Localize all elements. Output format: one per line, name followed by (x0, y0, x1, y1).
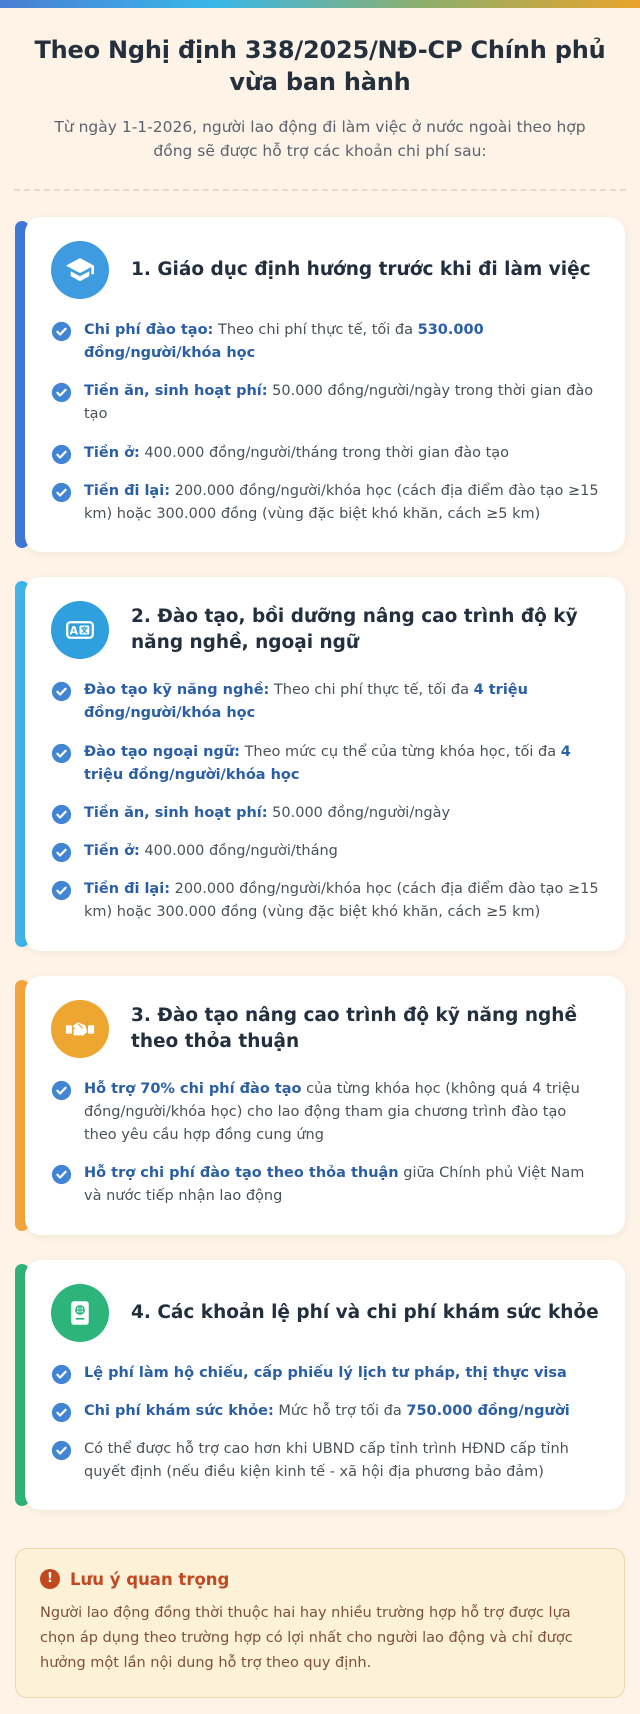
card-header (51, 1000, 601, 1058)
important-notice-box (15, 1548, 625, 1698)
check-icon (51, 743, 72, 764)
card-header (51, 241, 601, 299)
list-item (51, 442, 601, 465)
check-icon (51, 1402, 72, 1423)
list-item (51, 802, 601, 825)
check-icon (51, 1164, 72, 1185)
item-text: Tiền ở: 400.000 đồng/người/tháng (84, 843, 338, 860)
exclamation-icon: ! (40, 1569, 60, 1589)
list-item (51, 1400, 601, 1423)
item-text: Hỗ trợ 70% chi phí đào tạo của từng khóa học (không quá 4 triệu đồng/người/khóa học) cho lao động tham gia chương trình đào tạo theo yêu cầu hợp đồng cung ứng (84, 1080, 580, 1143)
top-gradient-bar (0, 0, 640, 8)
list-item (51, 679, 601, 725)
list-item (51, 1162, 601, 1208)
card-title: 2. Đào tạo, bồi dưỡng nâng cao trình độ kỹ năng nghề, ngoại ngữ (131, 606, 578, 654)
passport-icon (51, 1284, 109, 1342)
item-text: Tiền đi lại: 200.000 đồng/người/khóa học (cách địa điểm đào tạo ≥15 km) hoặc 300.000 đồng (vùng đặc biệt khó khăn, cách ≥5 km) (84, 482, 599, 522)
check-icon (51, 482, 72, 503)
check-icon (51, 444, 72, 465)
check-icon (51, 804, 72, 825)
item-text: Có thể được hỗ trợ cao hơn khi UBND cấp tỉnh trình HĐND cấp tỉnh quyết định (nếu điều kiện kinh tế - xã hội địa phương bảo đảm) (84, 1440, 569, 1481)
check-icon (51, 880, 72, 901)
card-4 (15, 1260, 625, 1511)
card-title: 4. Các khoản lệ phí và chi phí khám sức khỏe (131, 1301, 599, 1323)
card-header (51, 1284, 601, 1342)
list-item (51, 741, 601, 787)
check-icon (51, 382, 72, 403)
check-icon (51, 1364, 72, 1385)
list-item (51, 319, 601, 365)
item-text: Tiền ăn, sinh hoạt phí: 50.000 đồng/người/ngày trong thời gian đào tạo (84, 383, 594, 423)
card-body (25, 976, 625, 1235)
list-item (51, 1362, 601, 1385)
page-subtitle: Từ ngày 1-1-2026, người lao động đi làm việc ở nước ngoài theo hợp đồng sẽ được hỗ trợ các khoản chi phí sau: (54, 117, 586, 160)
card-3 (15, 976, 625, 1235)
card-body (25, 577, 625, 951)
item-text: Tiền ở: 400.000 đồng/người/tháng trong thời gian đào tạo (84, 444, 510, 461)
notice-header (40, 1569, 600, 1589)
translate-icon (51, 601, 109, 659)
graduation-cap-icon (51, 241, 109, 299)
card-item-list (51, 679, 601, 925)
check-icon (51, 1440, 72, 1461)
list-item (51, 840, 601, 863)
card-title: 3. Đào tạo nâng cao trình độ kỹ năng nghề theo thỏa thuận (131, 1004, 577, 1052)
check-icon (51, 321, 72, 342)
item-text: Tiền đi lại: 200.000 đồng/người/khóa học (cách địa điểm đào tạo ≥15 km) hoặc 300.000 đồng (vùng đặc biệt khó khăn, cách ≥5 km) (84, 881, 599, 921)
list-item (51, 480, 601, 526)
item-text: Hỗ trợ chi phí đào tạo theo thỏa thuận giữa Chính phủ Việt Nam và nước tiếp nhận lao động (84, 1165, 585, 1205)
list-item (51, 878, 601, 924)
handshake-icon (51, 1000, 109, 1058)
list-item (51, 1438, 601, 1484)
check-icon (51, 842, 72, 863)
cards-container (15, 217, 625, 1511)
notice-title: Lưu ý quan trọng (70, 1569, 230, 1589)
card-item-list (51, 319, 601, 526)
card-item-list (51, 1362, 601, 1485)
svg-text:A: A (69, 624, 79, 638)
item-text: Lệ phí làm hộ chiếu, cấp phiếu lý lịch tư pháp, thị thực visa (84, 1364, 567, 1381)
card-body (25, 1260, 625, 1511)
item-text: Tiền ăn, sinh hoạt phí: 50.000 đồng/người/ngày (84, 804, 451, 821)
card-title: 1. Giáo dục định hướng trước khi đi làm việc (131, 258, 591, 280)
list-item (51, 380, 601, 426)
notice-body: Người lao động đồng thời thuộc hai hay nhiều trường hợp hỗ trợ được lựa chọn áp dụng theo trường hợp có lợi nhất cho người lao động và chỉ được hưởng một lần nội dung hỗ trợ theo quy định. (40, 1605, 573, 1671)
page-title: Theo Nghị định 338/2025/NĐ-CP Chính phủ vừa ban hành (34, 36, 606, 97)
card-header (51, 601, 601, 659)
card-1 (15, 217, 625, 552)
check-icon (51, 1080, 72, 1101)
card-2 (15, 577, 625, 951)
item-text: Đào tạo ngoại ngữ: Theo mức cụ thể của từng khóa học, tối đa 4 triệu đồng/người/khóa học (84, 743, 571, 783)
card-body (25, 217, 625, 552)
page-header (0, 8, 640, 167)
check-icon (51, 681, 72, 702)
item-text: Đào tạo kỹ năng nghề: Theo chi phí thực tế, tối đa 4 triệu đồng/người/khóa học (84, 682, 528, 722)
item-text: Chi phí đào tạo: Theo chi phí thực tế, tối đa 530.000 đồng/người/khóa học (84, 321, 484, 361)
list-item (51, 1078, 601, 1148)
item-text: Chi phí khám sức khỏe: Mức hỗ trợ tối đa 750.000 đồng/người (84, 1402, 570, 1419)
dashed-divider (14, 189, 626, 191)
card-item-list (51, 1078, 601, 1209)
